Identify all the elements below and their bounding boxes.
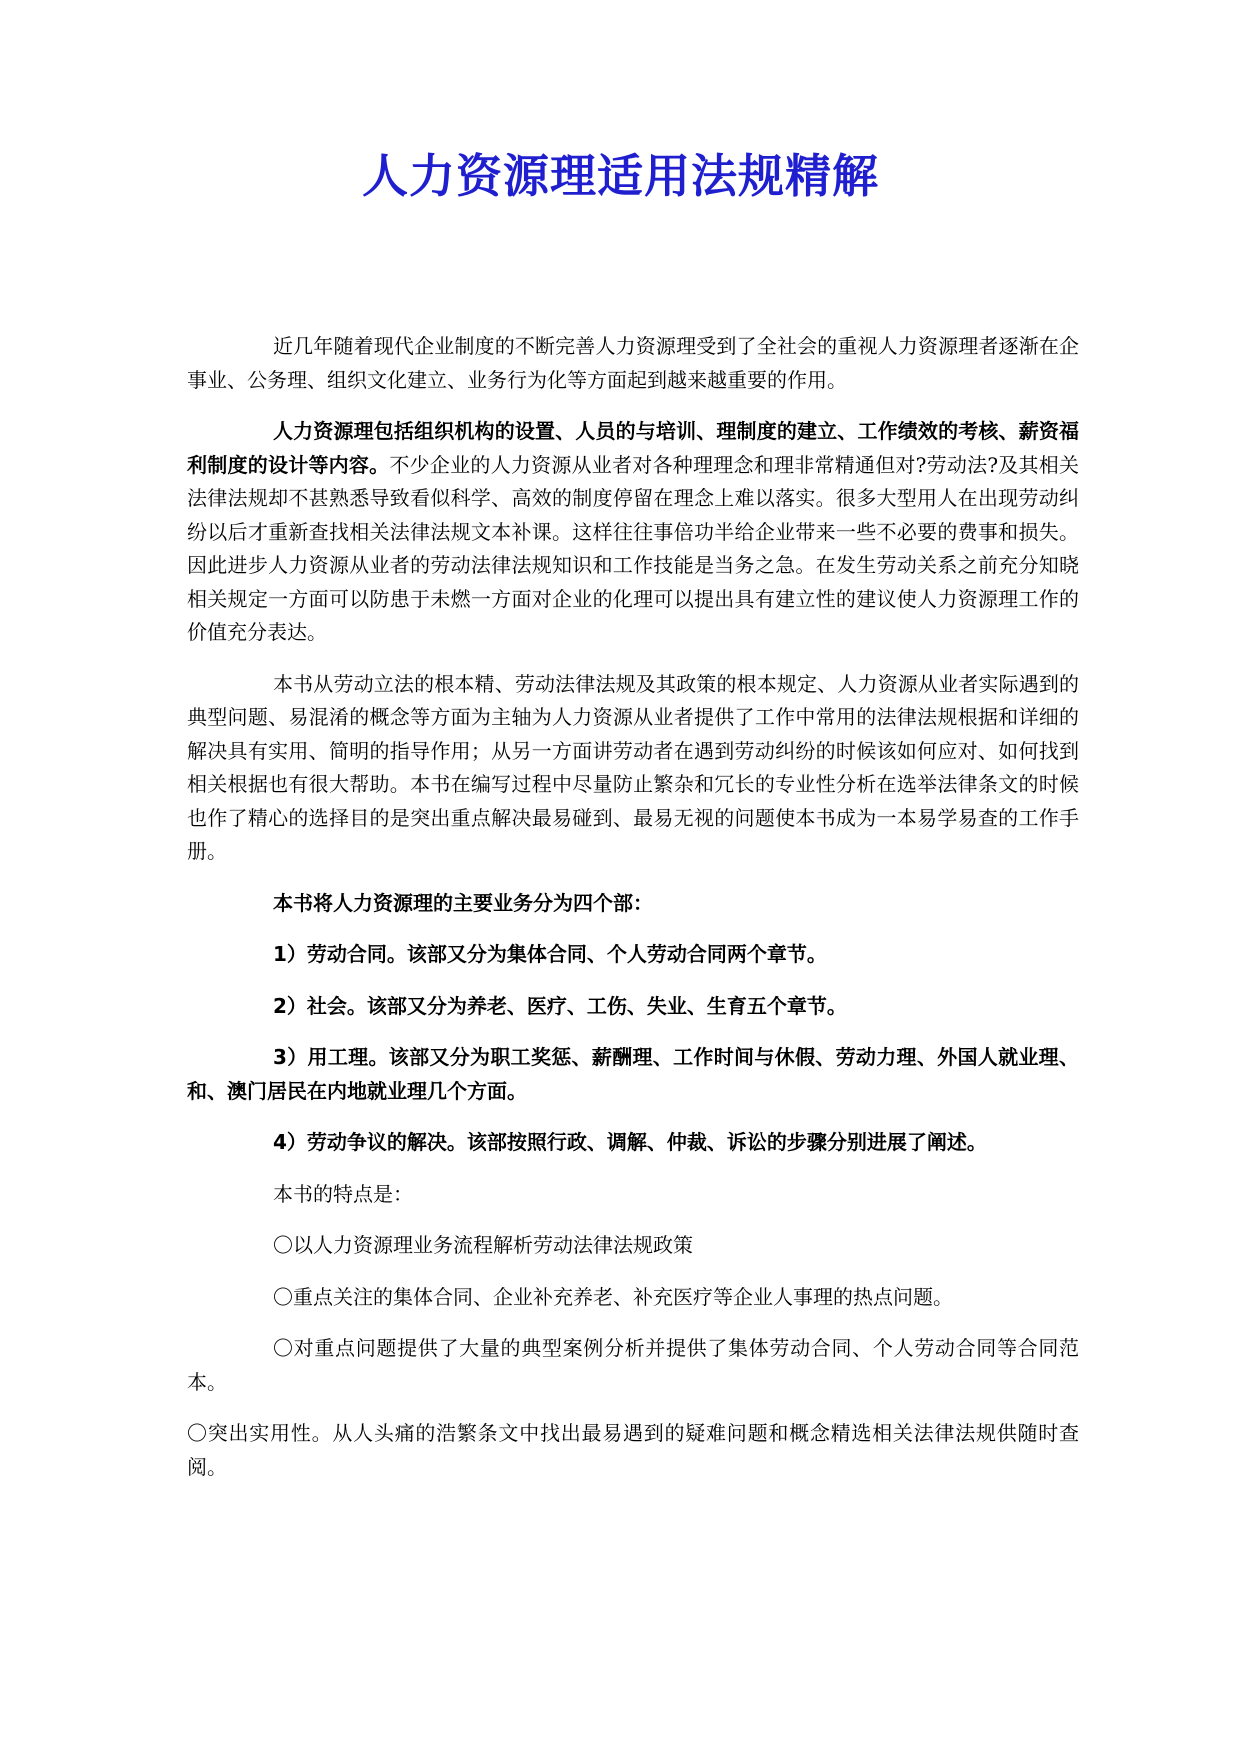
feature-item-practical: 〇突出实用性。从人头痛的浩繁条文中找出最易遇到的疑难问题和概念精选相关法律法规供随时查阅。 xyxy=(187,1421,1079,1479)
paragraph-book-parts: 本书将人力资源理的主要业务分为四个部： xyxy=(273,890,653,915)
paragraph-intro: 近几年随着现代企业制度的不断完善人力资源理受到了全社会的重视人力资源理者逐渐在企事业、公务理、组织文化建立、业务行为化等方面起到越来越重要的作用。 xyxy=(187,334,1079,392)
list-item-labor-contract: 1）劳动合同。该部又分为集体合同、个人劳动合同两个章节。 xyxy=(273,942,827,966)
paragraph-book-purpose: 本书从劳动立法的根本精、劳动法律法规及其政策的根本规定、人力资源从业者实际遇到的典型问题、易混淆的概念等方面为主轴为人力资源从业者提供了工作中常用的法律法规根据和详细的解决具有实用、简明的指导作用；从另一方面讲劳动者在遇到劳动纠纷的时候该如何应对、如何找到相关根据也有很大帮助。本书在编写过程中尽量防止繁杂和冗长的专业性分析在选举法律条文的时候也作了精心的选择目的是突出重点解决最易碰到、最易无视的问题使本书成为一本易学易查的工作手册。 xyxy=(187,671,1079,863)
list-item-dispute: 4）劳动争议的解决。该部按照行政、调解、仲裁、诉讼的步骤分别进展了阐述。 xyxy=(273,1130,987,1154)
feature-item-process: 〇以人力资源理业务流程解析劳动法律法规政策 xyxy=(273,1233,693,1257)
document-title: 人力资源理适用法规精解 xyxy=(362,149,879,203)
paragraph-features-heading: 本书的特点是： xyxy=(273,1181,413,1206)
paragraph-hr-scope-rest: 不少企业的人力资源从业者对各种理理念和理非常精通但对?劳动法?及其相关法律法规却不甚熟悉导致看似科学、高效的制度停留在理念上难以落实。很多大型用人在出现劳动纠纷以后才重新查找相关法律法规文本补课。这样往往事倍功半给企业带来一些不必要的费事和损失。因此进步人力资源从业者的劳动法律法规知识和工作技能是当务之急。在发生劳动关系之前充分知晓相关规定一方面可以防患于未燃一方面对企业的化理可以提出具有建立性的建议使人力资源理工作的价值充分表达。 xyxy=(187,452,1080,644)
list-item-social: 2）社会。该部又分为养老、医疗、工伤、失业、生育五个章节。 xyxy=(273,993,847,1018)
paragraph-hr-scope xyxy=(187,415,1079,650)
document-body xyxy=(187,330,1079,1502)
list-item-employment: 3）用工理。该部又分为职工奖惩、薪酬理、工作时间与休假、劳动力理、外国人就业理、和、澳门居民在内地就业理几个方面。 xyxy=(187,1045,1079,1103)
paragraph-hr-scope-bold: 人力资源理包括组织机构的设置、人员的与培训、理制度的建立、工作绩效的考核、薪资福利制度的设计等内容。 xyxy=(187,419,1079,477)
feature-item-hotspots: 〇重点关注的集体合同、企业补充养老、补充医疗等企业人事理的热点问题。 xyxy=(273,1284,953,1309)
feature-item-cases: 〇对重点问题提供了大量的典型案例分析并提供了集体劳动合同、个人劳动合同等合同范本。 xyxy=(187,1336,1079,1394)
